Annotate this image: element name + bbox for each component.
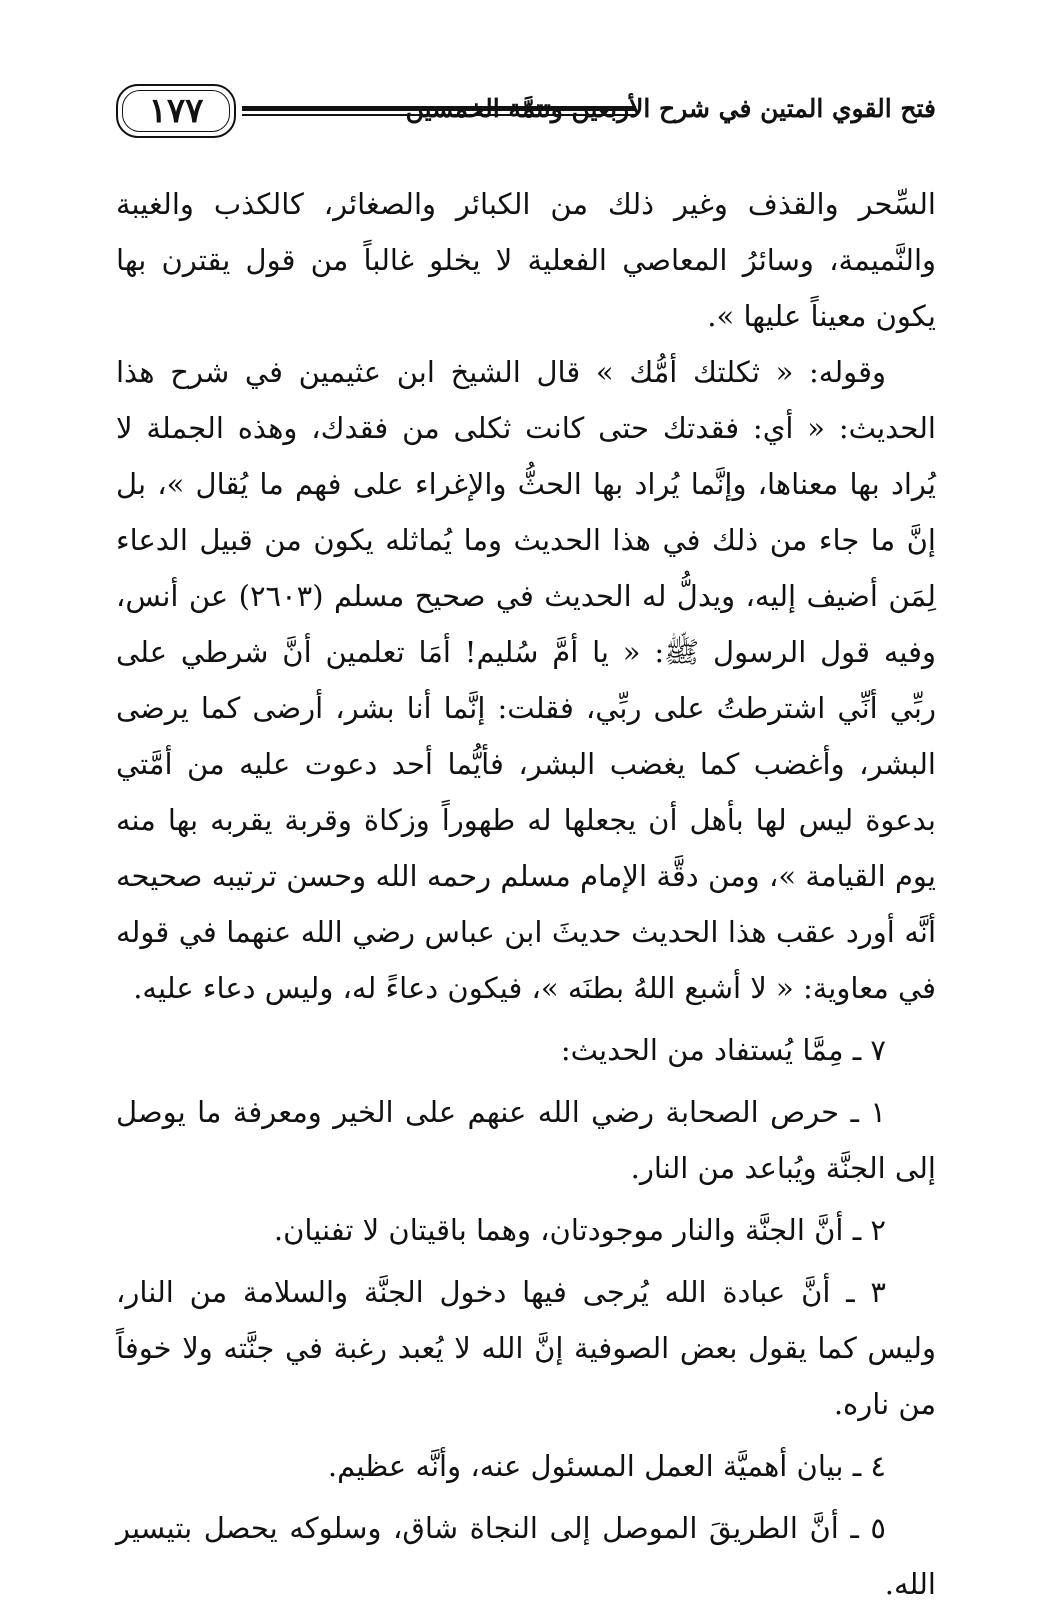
paragraph-commentary: وقوله: « ثكلتك أمُّك » قال الشيخ ابن عثيمين في شرح هذا الحديث: « أي: فقدتك حتى كانت ثكلى من فقدك، وهذه الجملة لا يُراد بها معناها، وإنَّما يُراد بها الحثُّ والإغراء على فهم ما يُقال »، بل إنَّ ما جاء من ذلك في هذا الحديث وما يُماثله يكون من قبيل الدعاء لِمَن أضيف إليه، ويدلُّ له الحديث في صحيح مسلم (٢٦٠٣) عن أنس، وفيه قول الرسول ﷺ: « يا أمَّ سُليم! أمَا تعلمين أنَّ شرطي على ربِّي أنِّي اشترطتُ على ربِّي، فقلت: إنَّما أنا بشر، أرضى كما يرضى البشر، وأغضب كما يغضب البشر، فأيُّما أحد دعوت عليه من أمَّتي بدعوة ليس لها بأهل أن يجعلها له طهوراً وزكاة وقربة يقربه بها منه يوم القيامة »، ومن دقَّة الإمام مسلم رحمه الله وحسن ترتيبه صحيحه أنَّه أورد عقب هذا الحديث حديثَ ابن عباس رضي الله عنهما في قوله في معاوية: « لا أشبع اللهُ بطنَه »، فيكون دعاءً له، وليس دعاء عليه. <box>116 355 937 1005</box>
paragraph-continuation: السِّحر والقذف وغير ذلك من الكبائر والصغائر، كالكذب والغيبة والنَّميمة، وسائرُ المعاصي الفعلية لا يخلو غالباً من قول يقترن بها يكون معيناً عليها ». <box>116 187 936 333</box>
page-number: ١٧٧ <box>148 91 204 131</box>
list-item: ١ ـ حرص الصحابة رضي الله عنهم على الخير ومعرفة ما يوصل إلى الجنَّة ويُباعد من النار. <box>116 1095 936 1185</box>
running-title: فتح القوي المتين في شرح الأربعين وتتمَّة الخمسين <box>405 94 936 123</box>
list-item: ٤ ـ بيان أهميَّة العمل المسئول عنه، وأنَّه عظيم. <box>327 1449 886 1483</box>
header-rule <box>242 106 636 116</box>
page-number-frame <box>116 84 236 138</box>
list-item: ٣ ـ أنَّ عبادة الله يُرجى فيها دخول الجنَّة والسلامة من النار، وليس كما يقول بعض الصوفية إنَّ الله لا يُعبد رغبة في جنَّته ولا خوفاً من ناره. <box>116 1275 936 1421</box>
section-heading: ٧ ـ مِمَّا يُستفاد من الحديث: <box>560 1033 886 1067</box>
list-item: ٢ ـ أنَّ الجنَّة والنار موجودتان، وهما باقيتان لا تفنيان. <box>273 1213 886 1247</box>
page-header <box>116 82 936 154</box>
list-item: ٥ ـ أنَّ الطريقَ الموصل إلى النجاة شاق، وسلوكه يحصل بتيسير الله. <box>116 1511 936 1601</box>
body-text <box>116 176 936 1612</box>
